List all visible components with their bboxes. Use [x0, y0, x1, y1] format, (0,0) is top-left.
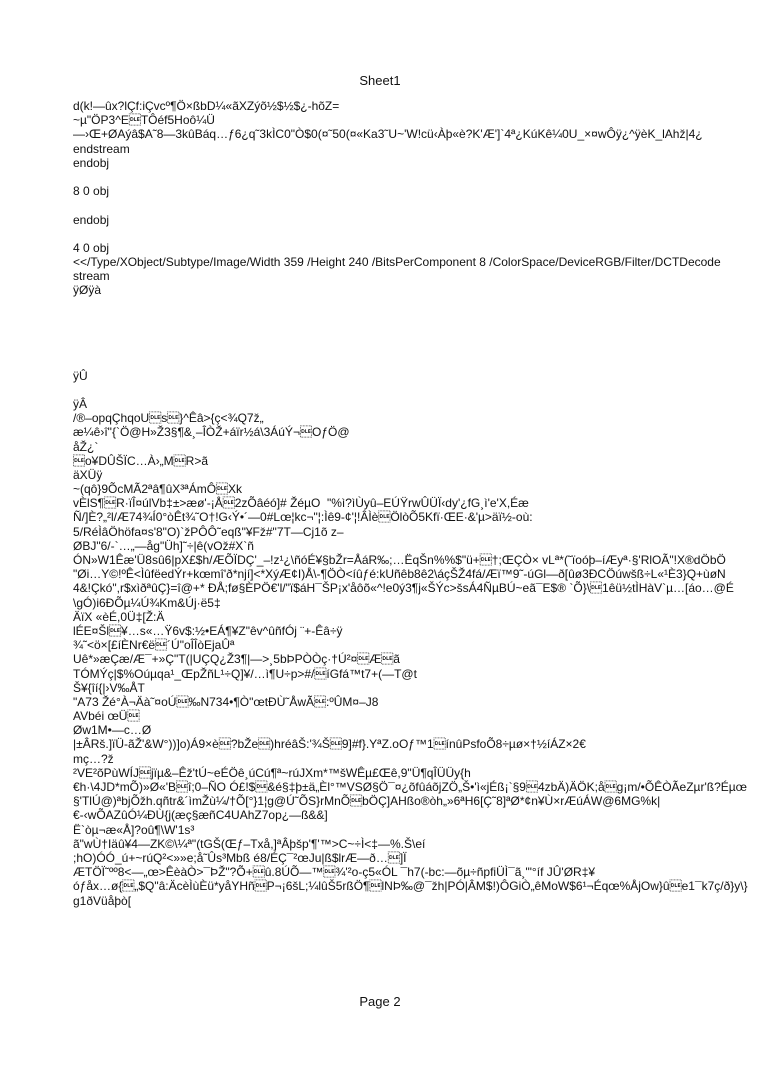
text-line: g1ðVüåþò[ — [73, 893, 132, 908]
text-line: d(k!—ûx?lÇf:iÇvcº¶Ö×ßbD¼«ãXZýõ½$½$¿-hõZ= — [73, 99, 340, 113]
text-line — [73, 170, 760, 184]
text-line — [73, 383, 760, 397]
text-line: ÆTÖÏ˜ºº8<—„œ>ÊèàÒ>¯ÞŽ"?Õ+û.8ÚÕ—™¾'²o-ç5«ÓL ¯h7(-bc:—õµ÷ñpfiÜÌ¯ã¸'"°íf JÛ'ØR‡¥ — [73, 865, 596, 880]
text-line: \gÓ)i6ÐÕµ¼Ú¾Km&Új·ë5‡ — [73, 595, 221, 610]
text-line: endobj — [73, 155, 110, 170]
text-line — [73, 312, 760, 326]
text-line: Øw1M•—c…Ø — [73, 723, 152, 738]
raw-pdf-content — [73, 99, 760, 908]
text-line — [73, 298, 760, 312]
text-line: |±ÂRš.]ïÜ-ãŽ'&W°))]o)Á9×è?bŽe)hréâŠ:'¾Š9]#f}.YªZ.oOƒ™1ínûPsfoÕ8÷µø×†½íÁZ×2€ — [73, 737, 586, 752]
text-line: <</Type/XObject/Subtype/Image/Width 359 /Height 240 /BitsPerComponent 8 /ColorSpace/DeviceRGB/Filter/DCTDecode — [73, 255, 721, 270]
text-line: Uê*»æÇæ/Æ¯+»Ç"T(|UÇQ¿Ž3¶|—>¸5bÞPÒÒç·†Ú²¤Æã — [73, 652, 400, 667]
text-line: /®–opqÇhqoUs}^Êâ>{ç<¾Q7ž„ — [73, 411, 264, 426]
text-line — [73, 198, 760, 212]
text-line: 4&!Çkó",r$xìðªûÇ}=î@+* ÐÅ;fø§ÈPÖ€'l/"ï$áH¯ŠP¡x'åôõ«^!e0ý3¶j«ŠÝc>šsÁ4ÑµBÚ~eã¯E$® `Õ}\1êü½tÌHàV`µ…[áo…@É — [73, 581, 734, 596]
text-line: —›Œ+ØAýâ$A˜8—3kûBáq…ƒ6¿q˜3kÌC0"Ò$0(¤˜50(¤«Ka3˜U~'W!cü‹Àþ«è?K'Æ']`4ª¿KúKê¼0U_×¤wÔÿ¿^ÿèK_lAhž|4¿ — [73, 127, 703, 142]
text-line: stream — [73, 269, 110, 284]
text-line — [73, 354, 760, 368]
text-line: ²VE²õPùWÍJjïµ&–Êž'tÚ~eÉÖê¸úCú¶ª~rúJXm*™šWÊµ£Œê,9"Ü¶qÎÜÜy{h — [73, 765, 471, 780]
text-line: ¾˜<ö×[£íÈNr€ë´Ú"oÎÎòEjaÛª — [73, 638, 235, 653]
text-line: AVbéi œÜ — [73, 709, 140, 724]
text-line: €h·\4JD*mÕ)»Ø«'Bî;0–ÑO Ó£!$&é§‡þ±ä„Èl°™VSØ§Ö¯¤¿õfûáõjZÖ„Š•'ì«jÉß¡`§94zbÄ)ÄÖK;åg¡m/•ÕÊÒÃeZµr'ß?Éµœ — [73, 780, 747, 794]
text-line: Ë`òµ¬æ«Å]?oû¶\W'1s³ — [73, 822, 195, 837]
text-line: óƒåx…ø{„$Q"â:ÄcèÌùÈü*yåYHñP¬¡6šL;¼lûŠ5rßÖ¶lNÞ‰@¯žh|PÓ|ÂM$!)ÔGiÒ„êMoW$6¹¬Éqœ%ÅjOw}ûe1¯k7ç/ð}y\} — [73, 879, 748, 894]
text-line: ~(qô}9ÕcMÃ2ªâ¶ûX³ªÁmÔXk — [73, 482, 243, 497]
text-line: Ñ/]È?„²l/Æ74¾Í0°òÊt¾˜O†!G‹Ý•´—0#Lœ¦kc¬"¦:Ìê9-¢'¦!ÂÌèÖlòÕ5Kfï·ŒE·&'µ>äï½-où: — [73, 510, 533, 525]
text-line: Š¥{îí{|›V‰ÅT — [73, 680, 145, 695]
text-line: ;hO)ÓÓ_ú+~rúQ²<»»e;å˜Ûs³Mbß é8/ÉÇ¯²œJu|ß$lrÆ—ð…]Ï — [73, 850, 407, 865]
text-line: ÿÂ — [73, 396, 88, 411]
text-line: ÄïX «èÉ,0Ü‡[Ž:Ä — [73, 609, 165, 624]
text-line: "A73 Žé°À¬Äà˜¤oÚ‰N734•¶Ò"œtÐÙ˜ÅwÃ:ºÛM¤–J8 — [73, 694, 379, 709]
text-line: mç…?ž — [73, 751, 114, 766]
text-line: vÈlS¶R·ïÎ¤úlVb‡±>æø'-¡Å2zÕâéó]# ŽéµO "%ì?ìÙyû–EÚŸrwÛÜÏ‹dy'¿fG¸ì'e'X,Éæ — [73, 496, 529, 511]
text-line: åŽ¿` — [73, 439, 99, 454]
text-line: o¥DÛŠÏC…À›„MR>ã — [73, 453, 209, 468]
text-line: æ¼ê›î"{`Ö@H»Ž3§¶&¸–ÎÒŽ+áïr½á\3ÁúÝ¬OƒÖ@ — [73, 425, 350, 440]
page-number: Page 2 — [359, 994, 401, 1009]
text-line — [73, 340, 760, 354]
text-line: ÿÛ — [73, 368, 88, 383]
text-line: €-‹wÕAZûÓ¼ÐÙ{j(æç§æñC4UAhZ7op¿—ß&&] — [73, 808, 328, 823]
text-line: äXÜÿ — [73, 467, 103, 482]
text-line: ÓN»W1Êæ'Ü8sû6|pX£$h/ÆÕÏDÇ'_–!z¹¿\ñóÉ¥§bŽr=ÅáR‰;…ËqŠn%%$"ü+†;ŒÇÒ× vLª*(˜ïoóþ–íÆyª·§'RlOÃ"!X®dÖbÖ — [73, 553, 726, 567]
text-line: §'TlÚ@)ªbjÕžh.qñtr&´ìmŽù¼/†Õ[°}1¦g@Ú˜ÕS}rMnÕbÖÇ]AHßo®òh„»6ªH6[Ç˜8]ªØ*¢n¥Ù×rÆúÁW@6MG%k| — [73, 794, 661, 809]
text-line — [73, 227, 760, 241]
text-line: TÓMÝç|$%Oúµqa¹_ŒpŽñL¹÷Q]¥/…ì¶U÷p>#/íGfá™t7+(—T@t — [73, 666, 417, 681]
text-line: 8 0 obj — [73, 184, 110, 199]
text-line: 4 0 obj — [73, 240, 110, 255]
text-line: endobj — [73, 212, 110, 227]
text-line — [73, 326, 760, 340]
text-line: "Øi…Y©!ºÊ<ÌûfëedÝr+kœmî'ð*njí]<*XýÆ¢I)Å\-¶ÖÒ<íûƒé:kUñêb8ê2\áçŠŽ4fá/Æï™9˜-úGl—ð[ûø3ÐCÖúwšß÷L«¹È3}Q+ùøN — [73, 567, 726, 582]
text-line: lÉE¤Šl¥…s«…Ÿ6v$:½•EÁ¶¥Z"êv^ûñfÓj ¨+-Êâ÷ÿ — [73, 623, 343, 638]
sheet-title: Sheet1 — [359, 73, 401, 88]
text-line: ÿØÿà — [73, 283, 102, 298]
text-line: endstream — [73, 141, 130, 156]
text-line: ØBJ"6/-`…„—åg"Üh]˜÷|ê(vOž#X`ñ — [73, 538, 254, 553]
text-line: ~µ"ÖP3^ETÔéf5Hoô¼Ü — [73, 113, 215, 128]
text-line: 5/RéÌâÖhöfa¤s'8"O)`žPÔÔ˜eqß"¥Fž#"7T—Cj1õ z– — [73, 524, 344, 539]
text-line: ã"wÙ†Iäû¥4—ZK©\¼ª"(tGŠ(Œƒ–Txå,]ªÂþšp'¶'™>C~÷Ì<‡—%.Š\eí — [73, 836, 426, 851]
